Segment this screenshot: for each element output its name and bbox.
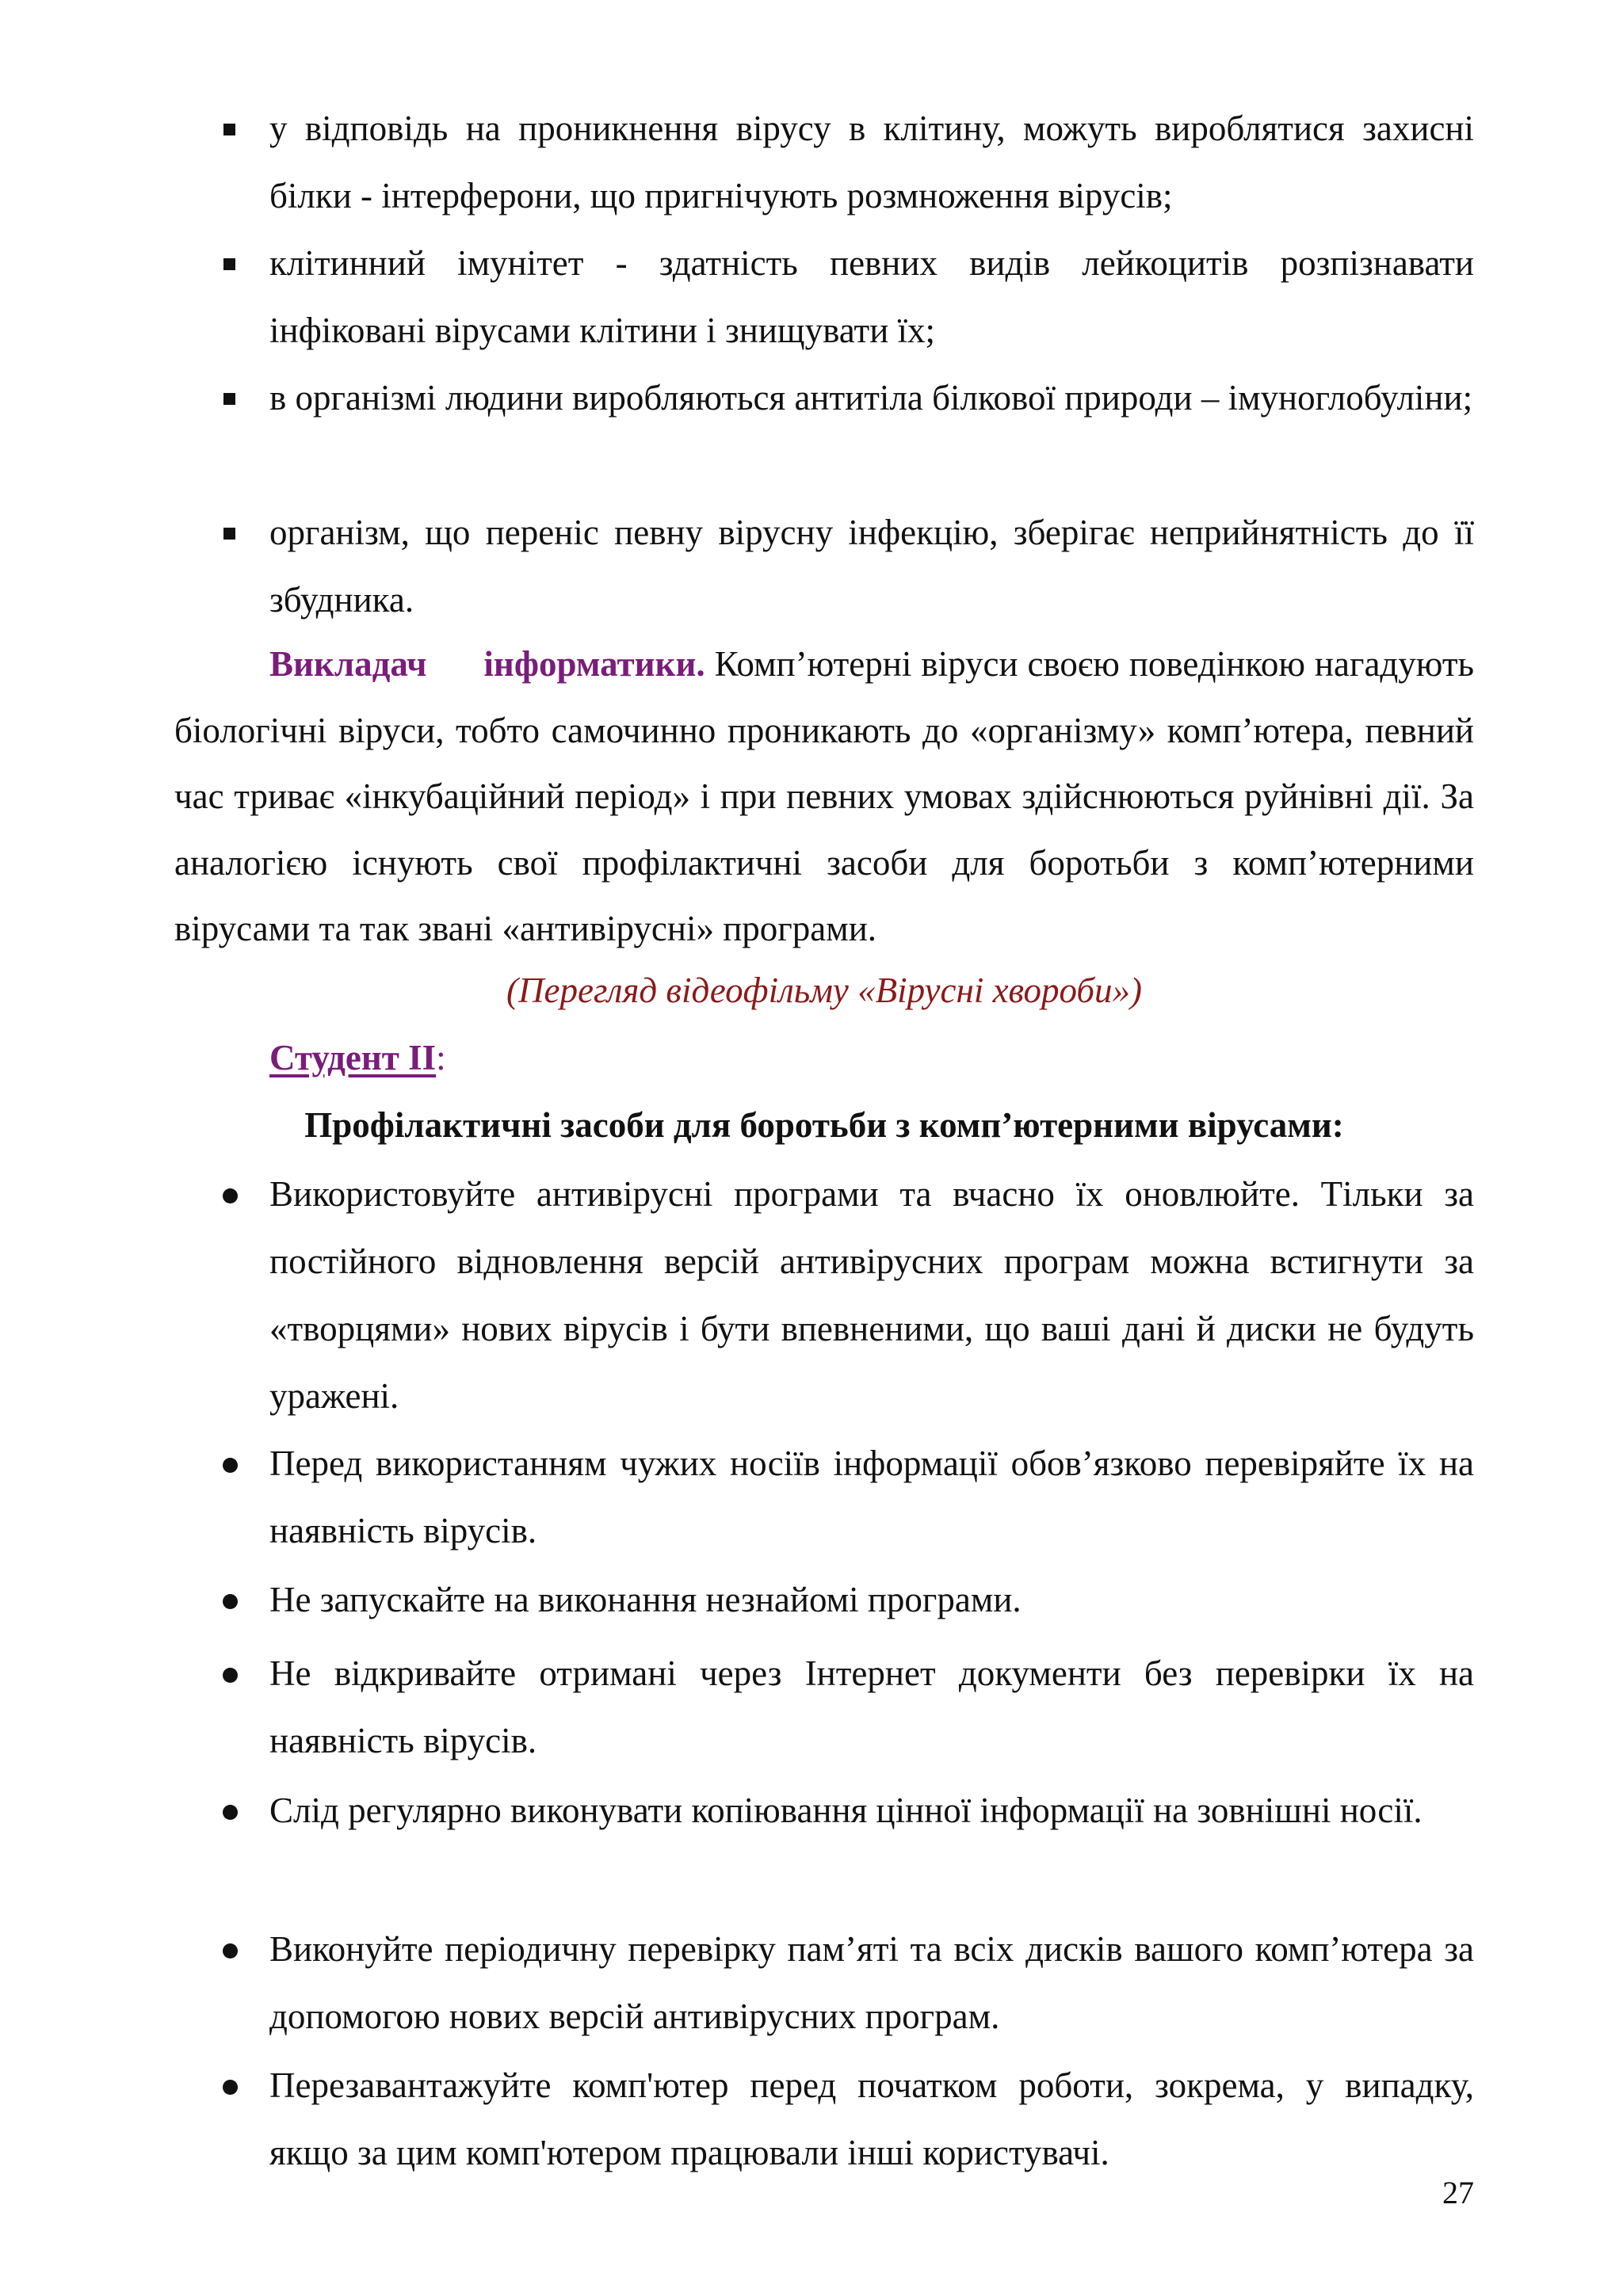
dot-bullet-icon xyxy=(223,2080,238,2095)
list-item: Не запускайте на виконання незнайомі програми. xyxy=(269,1580,1022,1619)
list-item: Перед використанням чужих носіїв інформації обов’язково перевіряйте їх на наявність вірусів. xyxy=(269,1444,1474,1550)
list-item: Не відкривайте отримані через Інтернет документи без перевірки їх на наявність вірусів. xyxy=(269,1653,1474,1760)
student-name: Студент ІІ xyxy=(269,1038,437,1077)
teacher-paragraph xyxy=(174,631,1474,963)
list-item: Перезавантажуйте комп'ютер перед початком роботи, зокрема, у випадку, якщо за цим комп'ютером працювали інші користувачі. xyxy=(269,2065,1474,2172)
list-item: в організмі людини виробляються антитіла білкової природи – імуноглобуліни; xyxy=(269,378,1473,418)
dot-bullet-icon xyxy=(223,1188,238,1203)
list-item: Слід регулярно виконувати копіювання цінної інформації на зовнішні носії. xyxy=(269,1791,1423,1830)
square-bullet-icon xyxy=(223,258,235,270)
speaker-student xyxy=(269,1030,446,1085)
square-bullet-icon xyxy=(223,124,235,135)
dot-bullet-icon xyxy=(223,1943,238,1958)
speaker-teacher: Викладач інформатики. xyxy=(269,644,705,684)
list-item: Виконуйте періодичну перевірку пам’яті та всіх дисків вашого комп’ютера за допомогою нових версій антивірусних програм. xyxy=(269,1929,1474,2036)
dot-bullet-icon xyxy=(223,1668,238,1683)
video-note: (Перегляд відеофільму «Вірусні хвороби») xyxy=(506,971,1143,1010)
dot-bullet-icon xyxy=(223,1805,238,1820)
dot-bullet-icon xyxy=(223,1594,238,1609)
dot-bullet-icon xyxy=(223,1458,238,1473)
paragraph-text: Комп’ютерні віруси своєю поведінкою нагадують біологічні віруси, тобто самочинно проникають до «організму» комп’ютера, певний час триває «інкубаційний період» і при певних умовах здійснюються руйнівні дії. За аналогією існують свої профілактичні засоби для боротьби з комп’ютерними вірусами та так звані «антивірусні» програми. xyxy=(174,644,1475,948)
list-item: клітинний імунітет - здатність певних видів лейкоцитів розпізнавати інфіковані вірусами клітини і знищувати їх; xyxy=(269,243,1474,350)
list-item: організм, що переніс певну вірусну інфекцію, зберігає неприйнятність до її збудника. xyxy=(269,513,1474,620)
list-item: у відповідь на проникнення вірусу в клітину, можуть вироблятися захисні білки - інтерферони, що пригнічують розмноження вірусів; xyxy=(269,109,1474,215)
square-bullet-icon xyxy=(223,528,235,540)
section-heading: Профілактичні засоби для боротьби з комп’ютерними вірусами: xyxy=(304,1105,1344,1145)
square-bullet-icon xyxy=(223,393,235,405)
list-item: Використовуйте антивірусні програми та вчасно їх оновлюйте. Тільки за постійного відновлення версій антивірусних програм можна встигнути за «творцями» нових вірусів і бути впевненими, що ваші дані й диски не будуть уражені. xyxy=(269,1174,1474,1416)
page-number: 27 xyxy=(1442,2175,1474,2210)
student-colon: : xyxy=(436,1038,446,1077)
